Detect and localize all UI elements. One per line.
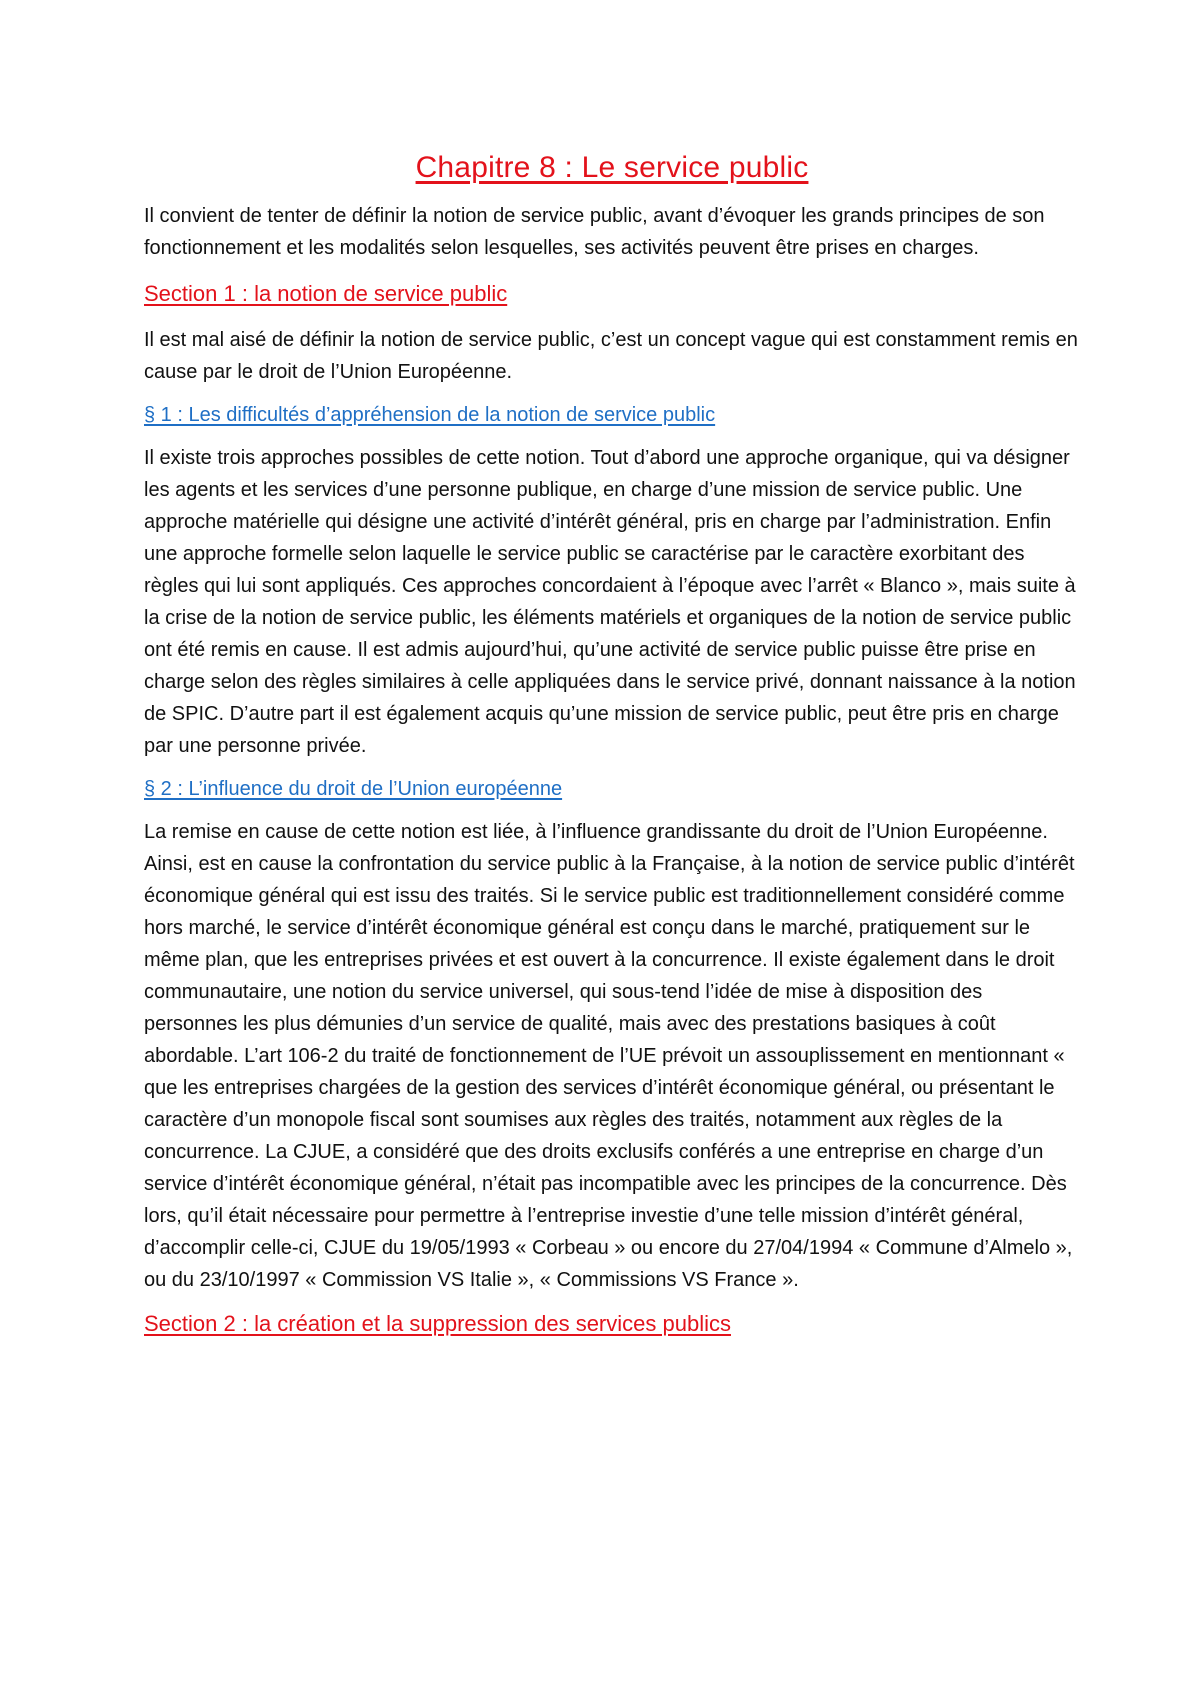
subsection-2-paragraph: La remise en cause de cette notion est liée, à l’influence grandissante du droit de l’Union Européenne. Ainsi, est en cause la confrontation du service public à la Française, à la notion de service public d’intérêt économique général qui est issu des traités. Si le service public est traditionnellement considéré comme hors marché, le service d’intérêt économique général est conçu dans le marché, pratiquement sur le même plan, que les entreprises privées et est ouvert à la concurrence. Il existe également dans le droit communautaire, une notion du service universel, qui sous-tend l’idée de mise à disposition des personnes les plus démunies d’un service de qualité, mais avec des prestations basiques à coût abordable. L’art 106-2 du traité de fonctionnement de l’UE prévoit un assouplissement en mentionnant « que les entreprises chargées de la gestion des services d’intérêt économique général, ou présentant le caractère d’un monopole fiscal sont soumises aux règles des traités, notamment aux règles de la concurrence. La CJUE, a considéré que des droits exclusifs conférés a une entreprise en charge d’un service d’intérêt économique général, n’était pas incompatible avec les principes de la concurrence. Dès lors, qu’il était nécessaire pour permettre à l’entreprise investie d’une telle mission d’intérêt général, d’accomplir celle-ci, CJUE du 19/05/1993 « Corbeau » ou encore du 27/04/1994 « Commune d’Almelo », ou du 23/10/1997 « Commission VS Italie », « Commissions VS France ». [144,821,1075,1291]
section-1-heading: Section 1 : la notion de service public [144,281,508,306]
subsection-2-heading: § 2 : L’influence du droit de l’Union européenne [144,778,563,800]
intro-paragraph: Il convient de tenter de définir la notion de service public, avant d’évoquer les grands principes de son fonctionnement et les modalités selon lesquelles, ses activités peuvent être prises en charges. [144,205,1045,259]
subsection-1-paragraph: Il existe trois approches possibles de cette notion. Tout d’abord une approche organique, qui va désigner les agents et les services d’une personne publique, en charge d’une mission de service public. Une approche matérielle qui désigne une activité d’intérêt général, pris en charge par l’administration. Enfin une approche formelle selon laquelle le service public se caractérise par le caractère exorbitant des règles qui lui sont appliqués. Ces approches concordaient à l’époque avec l’arrêt « Blanco », mais suite à la crise de la notion de service public, les éléments matériels et organiques de la notion de service public ont été remis en cause. Il est admis aujourd’hui, qu’une activité de service public puisse être prise en charge selon des règles similaires à celle appliquées dans le service privé, donnant naissance à la notion de SPIC. D’autre part il est également acquis qu’une mission de service public, peut être pris en charge par une personne privée. [144,447,1076,757]
subsection-1-heading: § 1 : Les difficultés d’appréhension de la notion de service public [144,404,716,426]
section-1-paragraph: Il est mal aisé de définir la notion de service public, c’est un concept vague qui est constamment remis en cause par le droit de l’Union Européenne. [144,329,1078,383]
chapter-title: Chapitre 8 : Le service public [415,151,809,184]
section-2-heading: Section 2 : la création et la suppression des services publics [144,1311,731,1336]
